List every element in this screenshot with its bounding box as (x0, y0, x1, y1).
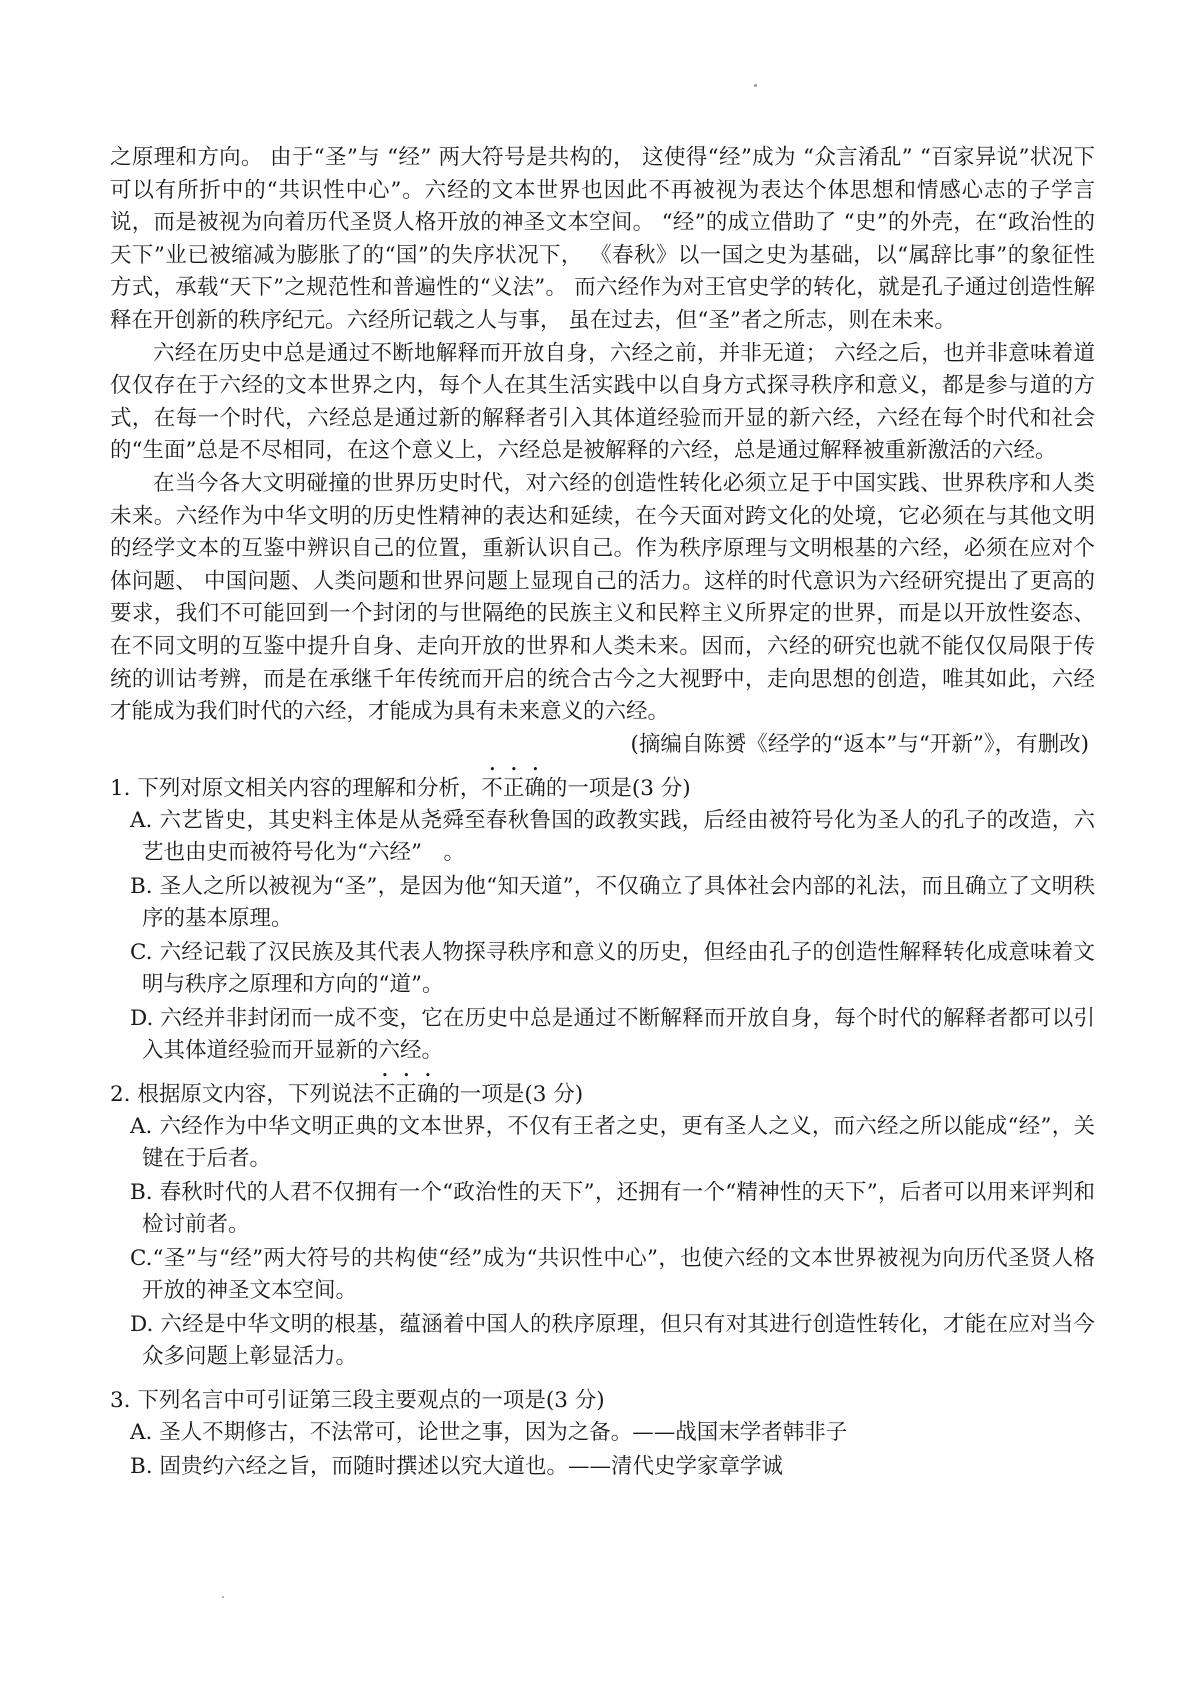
option-c: C.“圣”与“经”两大符号的共构使“经”成为“共识性中心”，也使六经的文本世界被视为向历代圣贤人格开放的神圣文本空间。 (130, 1246, 1095, 1304)
scan-speck (754, 84, 757, 87)
question-stem (110, 1375, 1095, 1417)
passage-source: (摘编自陈赟《经学的“返本”与“开新”》，有删改) (630, 731, 1089, 757)
question-stem-text: 2. 根据原文内容，下列说法 (110, 1082, 374, 1108)
option-a: A. 六艺皆史，其史料主体是从尧舜至春秋鲁国的政教实践，后经由被符号化为圣人的孔子的改造，六艺也由史而被符号化为“六经” 。 (130, 808, 1095, 866)
emphasized-word: 不正确 (373, 1082, 439, 1108)
question-stem-text: 3. 下列名言中可引证第三段主要观点的一项是(3 分) (110, 1388, 605, 1414)
emphasized-word: 不正确 (481, 776, 546, 802)
question-stem-tail: 的一项是(3 分) (438, 1082, 584, 1108)
option-b: B. 春秋时代的人君不仅拥有一个“政治性的天下”，还拥有一个“精神性的天下”，后者可以用来评判和检讨前者。 (130, 1180, 1095, 1238)
question-2 (110, 1069, 1095, 1373)
option-b: B. 圣人之所以被视为“圣”，是因为他“知天道”，不仅确立了具体社会内部的礼法，而且确立了文明秩序的基本原理。 (130, 874, 1095, 932)
option-c: C. 六经记载了汉民族及其代表人物探寻秩序和意义的历史，但经由孔子的创造性解释转化成意味着文明与秩序之原理和方向的“道”。 (130, 940, 1095, 998)
question-stem (110, 1069, 1095, 1111)
option-d: D. 六经是中华文明的根基，蕴涵着中国人的秩序原理，但只有对其进行创造性转化，才能在应对当今众多问题上彰显活力。 (130, 1312, 1095, 1370)
passage-paragraph-3: 在当今各大文明碰撞的世界历史时代，对六经的创造性转化必须立足于中国实践、世界秩序和人类未来。六经作为中华文明的历史性精神的表达和延续，在今天面对跨文化的处境，它必须在与其他文明的经学文本的互鉴中辨识自己的位置，重新认识自己。作为秩序原理与文明根基的六经，必须在应对个体问题、 中国问题、人类问题和世界问题上显现自己的活力。这样的时代意识为六经研究提出了更高的要求，我们不可能回到一个封闭的与世隔绝的民族主义和民粹主义所界定的世界，而是以开放性姿态、在不同文明的互鉴中提升自身、走向开放的世界和人类未来。因而，六经的研究也就不能仅仅局限于传统的训诂考辨，而是在承继千年传统而开启的统合古今之大视野中，走向思想的创造，唯其如此，六经才能成为我们时代的六经，才能成为具有未来意义的六经。 (110, 470, 1095, 725)
option-d: D. 六经并非封闭而一成不变，它在历史中总是通过不断解释而开放自身，每个时代的解释者都可以引入其体道经验而开显新的六经。 (130, 1006, 1095, 1064)
option-a: A. 圣人不期修古，不法常可，论世之事，因为之备。——战国末学者韩非子 (130, 1420, 848, 1446)
question-stem (110, 763, 1095, 805)
passage-paragraph-1: 之原理和方向。 由于“圣”与 “经” 两大符号是共构的， 这使得“经”成为 “众言淆乱” “百家异说”状况下可以有所折中的“共识性中心”。六经的文本世界也因此不再被视为表达个体思想和情感心志的子学言说，而是被视为向着历代圣贤人格开放的神圣文本空间。 “经”的成立借助了 “史”的外壳，在“政治性的天下”业已被缩减为膨胀了的“国”的失序状况下， 《春秋》以一国之史为基础，以“属辞比事”的象征性方式，承载“天下”之规范性和普遍性的“义法”。 而六经作为对王官史学的转化，就是孔子通过创造性解释在开创新的秩序纪元。六经所记载之人与事， 虽在过去，但“圣”者之所志，则在未来。 (110, 145, 1095, 333)
exam-page (110, 142, 1095, 1483)
reading-passage (110, 142, 1095, 761)
scan-speck (222, 1596, 224, 1598)
option-a: A. 六经作为中华文明正典的文本世界，不仅有王者之史，更有圣人之义，而六经之所以能成“经”，关键在于后者。 (130, 1114, 1095, 1172)
question-3 (110, 1375, 1095, 1483)
question-stem-text: 1. 下列对原文相关内容的理解和分析， (110, 776, 482, 802)
option-b: B. 固贵约六经之旨，而随时撰述以究大道也。——清代史学家章学诚 (130, 1454, 783, 1480)
question-stem-tail: 的一项是(3 分) (545, 776, 691, 802)
passage-paragraph-2: 六经在历史中总是通过不断地解释而开放自身，六经之前，并非无道； 六经之后，也并非意味着道仅仅存在于六经的文本世界之内，每个人在其生活实践中以自身方式探寻秩序和意义，都是参与道的方式，在每一个时代，六经总是通过新的解释者引入其体道经验而开显的新六经，六经在每个时代和社会的“生面”总是不尽相同，在这个意义上，六经总是被解释的六经，总是通过解释被重新激活的六经。 (110, 340, 1095, 464)
question-1 (110, 763, 1095, 1067)
